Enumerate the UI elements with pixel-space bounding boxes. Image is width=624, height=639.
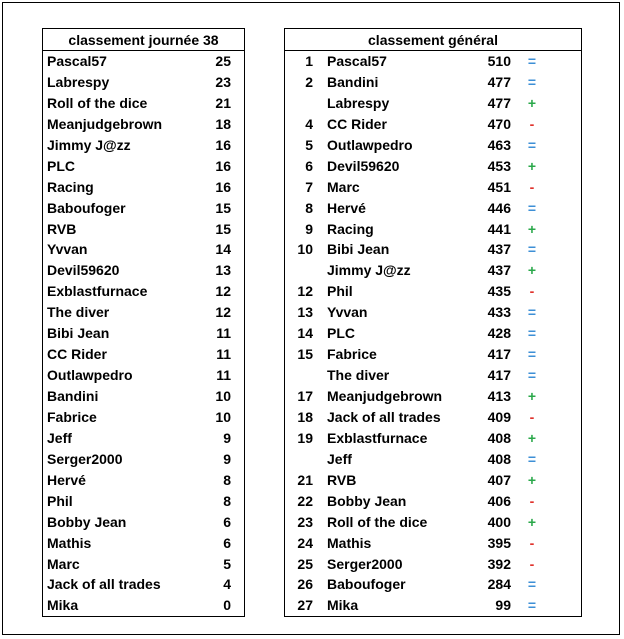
table-row bbox=[285, 491, 581, 512]
player-name: Marc bbox=[47, 555, 80, 572]
player-name: PLC bbox=[47, 157, 75, 174]
player-points: 11 bbox=[216, 325, 231, 342]
player-rank: 8 bbox=[305, 199, 313, 216]
table-row bbox=[43, 156, 244, 177]
trend-indicator: = bbox=[527, 241, 537, 258]
table-row bbox=[43, 260, 244, 281]
general-ranking-body bbox=[285, 51, 581, 616]
player-rank: 9 bbox=[305, 220, 313, 237]
table-row bbox=[285, 470, 581, 491]
table-row bbox=[285, 239, 581, 260]
table-row bbox=[285, 281, 581, 302]
trend-indicator: = bbox=[527, 367, 537, 384]
player-points: 15 bbox=[215, 220, 231, 237]
table-row bbox=[43, 239, 244, 260]
player-name: Phil bbox=[327, 283, 353, 300]
trend-indicator: - bbox=[529, 178, 535, 195]
table-row bbox=[285, 51, 581, 72]
table-row bbox=[285, 72, 581, 93]
player-rank: 24 bbox=[297, 534, 313, 551]
player-points: 99 bbox=[495, 597, 511, 614]
player-points: 407 bbox=[487, 471, 511, 488]
player-points: 10 bbox=[215, 408, 231, 425]
trend-indicator: + bbox=[527, 94, 537, 111]
player-name: Pascal57 bbox=[47, 53, 107, 69]
table-row bbox=[43, 491, 244, 512]
player-points: 14 bbox=[215, 241, 231, 258]
trend-indicator: - bbox=[529, 283, 535, 300]
trend-indicator: = bbox=[527, 325, 537, 342]
table-row bbox=[285, 344, 581, 365]
table-row bbox=[43, 574, 244, 595]
player-rank: 1 bbox=[305, 53, 313, 69]
player-points: 477 bbox=[487, 73, 511, 90]
player-name: Baboufoger bbox=[327, 576, 406, 593]
player-points: 25 bbox=[215, 53, 231, 69]
player-points: 0 bbox=[223, 597, 231, 614]
player-name: Hervé bbox=[47, 471, 86, 488]
player-name: Devil59620 bbox=[327, 157, 400, 174]
player-rank: 21 bbox=[297, 471, 313, 488]
player-points: 433 bbox=[487, 304, 511, 321]
player-points: 437 bbox=[487, 262, 511, 279]
player-name: Racing bbox=[47, 178, 94, 195]
trend-indicator: + bbox=[527, 388, 537, 404]
player-rank: 2 bbox=[305, 73, 313, 90]
table-row bbox=[43, 344, 244, 365]
player-name: Meanjudgebrown bbox=[327, 388, 443, 404]
player-points: 406 bbox=[487, 492, 511, 509]
player-points: 15 bbox=[215, 199, 231, 216]
table-row bbox=[285, 428, 581, 449]
trend-indicator: = bbox=[527, 73, 537, 90]
general-ranking-title: classement général bbox=[285, 29, 581, 51]
player-points: 9 bbox=[223, 429, 231, 446]
player-name: Exblastfurnace bbox=[327, 429, 428, 446]
table-row bbox=[43, 595, 244, 616]
trend-indicator: - bbox=[529, 492, 535, 509]
table-row bbox=[43, 114, 244, 135]
player-name: Fabrice bbox=[327, 346, 377, 363]
player-points: 477 bbox=[487, 94, 511, 111]
player-name: CC Rider bbox=[47, 346, 107, 363]
table-row bbox=[285, 407, 581, 428]
table-row bbox=[285, 135, 581, 156]
player-rank: 14 bbox=[297, 325, 313, 342]
player-points: 417 bbox=[487, 367, 511, 384]
table-row bbox=[43, 51, 244, 72]
player-rank: 22 bbox=[297, 492, 313, 509]
player-points: 446 bbox=[487, 199, 511, 216]
day-ranking-body bbox=[43, 51, 244, 616]
player-rank: 27 bbox=[297, 597, 313, 614]
table-row bbox=[43, 407, 244, 428]
table-row bbox=[285, 323, 581, 344]
player-rank: 6 bbox=[305, 157, 313, 174]
player-points: 451 bbox=[487, 178, 511, 195]
table-row bbox=[43, 198, 244, 219]
player-name: Bobby Jean bbox=[327, 492, 407, 509]
table-row bbox=[43, 533, 244, 554]
player-points: 16 bbox=[215, 157, 231, 174]
player-points: 9 bbox=[223, 450, 231, 467]
trend-indicator: + bbox=[527, 220, 537, 237]
table-row bbox=[285, 302, 581, 323]
player-points: 392 bbox=[487, 555, 511, 572]
table-row bbox=[43, 386, 244, 407]
table-row bbox=[43, 177, 244, 198]
player-name: Pascal57 bbox=[327, 53, 387, 69]
player-points: 395 bbox=[487, 534, 511, 551]
table-row bbox=[43, 554, 244, 575]
player-name: Bandini bbox=[327, 73, 379, 90]
player-name: Outlawpedro bbox=[327, 136, 413, 153]
player-name: Yvvan bbox=[327, 304, 368, 321]
table-row bbox=[43, 512, 244, 533]
player-name: Serger2000 bbox=[327, 555, 403, 572]
player-rank: 26 bbox=[297, 576, 313, 593]
player-points: 16 bbox=[215, 136, 231, 153]
player-name: Exblastfurnace bbox=[47, 283, 148, 300]
player-points: 16 bbox=[215, 178, 231, 195]
day-ranking-title: classement journée 38 bbox=[43, 29, 244, 51]
trend-indicator: + bbox=[527, 513, 537, 530]
player-points: 5 bbox=[223, 555, 231, 572]
player-points: 441 bbox=[487, 220, 511, 237]
player-points: 510 bbox=[487, 53, 511, 69]
player-name: Fabrice bbox=[47, 408, 97, 425]
day-ranking-table bbox=[42, 28, 245, 617]
player-points: 23 bbox=[215, 73, 231, 90]
table-row bbox=[285, 365, 581, 386]
player-name: Jeff bbox=[47, 429, 72, 446]
player-name: The diver bbox=[327, 367, 390, 384]
trend-indicator: - bbox=[529, 534, 535, 551]
trend-indicator: = bbox=[527, 304, 537, 321]
trend-indicator: = bbox=[527, 450, 537, 467]
player-rank: 4 bbox=[305, 115, 313, 132]
trend-indicator: - bbox=[529, 555, 535, 572]
player-name: Jack of all trades bbox=[327, 408, 441, 425]
trend-indicator: + bbox=[527, 157, 537, 174]
player-rank: 19 bbox=[297, 429, 313, 446]
player-name: RVB bbox=[327, 471, 357, 488]
player-name: Jack of all trades bbox=[47, 576, 161, 593]
table-row bbox=[43, 365, 244, 386]
player-name: Bibi Jean bbox=[327, 241, 390, 258]
player-name: Labrespy bbox=[47, 73, 110, 90]
player-points: 284 bbox=[487, 576, 511, 593]
table-row bbox=[43, 135, 244, 156]
player-points: 11 bbox=[216, 346, 231, 363]
table-row bbox=[285, 554, 581, 575]
player-rank: 5 bbox=[305, 136, 313, 153]
table-row bbox=[285, 574, 581, 595]
trend-indicator: = bbox=[527, 199, 537, 216]
player-name: Roll of the dice bbox=[327, 513, 428, 530]
trend-indicator: + bbox=[527, 429, 537, 446]
table-row bbox=[285, 219, 581, 240]
player-name: Mathis bbox=[327, 534, 372, 551]
table-row bbox=[285, 595, 581, 616]
table-row bbox=[285, 156, 581, 177]
player-points: 413 bbox=[487, 388, 511, 404]
player-points: 453 bbox=[487, 157, 511, 174]
player-name: Bobby Jean bbox=[47, 513, 127, 530]
player-points: 12 bbox=[215, 304, 231, 321]
player-rank: 23 bbox=[297, 513, 313, 530]
player-name: Jimmy J@zz bbox=[327, 262, 411, 279]
player-name: RVB bbox=[47, 220, 77, 237]
player-points: 18 bbox=[215, 115, 231, 132]
player-rank: 25 bbox=[297, 555, 313, 572]
player-rank: 13 bbox=[297, 304, 313, 321]
player-points: 408 bbox=[487, 450, 511, 467]
player-points: 470 bbox=[487, 115, 511, 132]
table-row bbox=[285, 177, 581, 198]
player-points: 6 bbox=[223, 513, 231, 530]
trend-indicator: - bbox=[529, 408, 535, 425]
player-name: Yvvan bbox=[47, 241, 88, 258]
player-points: 400 bbox=[487, 513, 511, 530]
player-rank: 18 bbox=[297, 408, 313, 425]
table-row bbox=[43, 302, 244, 323]
table-row bbox=[285, 386, 581, 407]
player-points: 6 bbox=[223, 534, 231, 551]
player-name: Outlawpedro bbox=[47, 367, 133, 384]
player-rank: 7 bbox=[305, 178, 313, 195]
player-points: 12 bbox=[215, 283, 231, 300]
player-points: 11 bbox=[216, 367, 231, 384]
trend-indicator: = bbox=[527, 53, 537, 69]
trend-indicator: - bbox=[529, 115, 535, 132]
trend-indicator: + bbox=[527, 262, 537, 279]
player-name: Meanjudgebrown bbox=[47, 115, 163, 132]
player-name: Mathis bbox=[47, 534, 92, 551]
player-name: Hervé bbox=[327, 199, 366, 216]
trend-indicator: = bbox=[527, 136, 537, 153]
table-row bbox=[285, 533, 581, 554]
player-name: Marc bbox=[327, 178, 360, 195]
player-name: Devil59620 bbox=[47, 262, 120, 279]
player-name: Roll of the dice bbox=[47, 94, 148, 111]
table-row bbox=[43, 219, 244, 240]
player-points: 408 bbox=[487, 429, 511, 446]
trend-indicator: = bbox=[527, 576, 537, 593]
player-name: Racing bbox=[327, 220, 374, 237]
player-name: CC Rider bbox=[327, 115, 387, 132]
table-row bbox=[43, 323, 244, 344]
player-points: 417 bbox=[487, 346, 511, 363]
player-points: 463 bbox=[487, 136, 511, 153]
table-row bbox=[285, 114, 581, 135]
player-points: 10 bbox=[215, 388, 231, 404]
player-points: 21 bbox=[215, 94, 231, 111]
player-rank: 12 bbox=[297, 283, 313, 300]
player-points: 437 bbox=[487, 241, 511, 258]
table-row bbox=[43, 281, 244, 302]
table-row bbox=[285, 198, 581, 219]
table-row bbox=[43, 93, 244, 114]
player-name: Baboufoger bbox=[47, 199, 126, 216]
table-row bbox=[285, 512, 581, 533]
table-row bbox=[43, 72, 244, 93]
player-rank: 15 bbox=[297, 346, 313, 363]
player-name: Labrespy bbox=[327, 94, 390, 111]
player-points: 409 bbox=[487, 408, 511, 425]
player-name: The diver bbox=[47, 304, 110, 321]
player-points: 428 bbox=[487, 325, 511, 342]
player-points: 8 bbox=[223, 471, 231, 488]
trend-indicator: = bbox=[527, 346, 537, 363]
player-name: Jimmy J@zz bbox=[47, 136, 131, 153]
player-points: 8 bbox=[223, 492, 231, 509]
player-rank: 17 bbox=[297, 388, 313, 404]
table-row bbox=[285, 93, 581, 114]
player-name: Jeff bbox=[327, 450, 352, 467]
trend-indicator: + bbox=[527, 471, 537, 488]
table-row bbox=[43, 428, 244, 449]
player-rank: 10 bbox=[297, 241, 313, 258]
player-points: 435 bbox=[487, 283, 511, 300]
player-name: Phil bbox=[47, 492, 73, 509]
player-name: Serger2000 bbox=[47, 450, 123, 467]
player-points: 4 bbox=[223, 576, 231, 593]
table-row bbox=[43, 449, 244, 470]
table-row bbox=[285, 260, 581, 281]
general-ranking-table bbox=[284, 28, 582, 617]
player-name: Mika bbox=[327, 597, 359, 614]
trend-indicator: = bbox=[527, 597, 537, 614]
player-name: PLC bbox=[327, 325, 355, 342]
player-name: Bandini bbox=[47, 388, 99, 404]
table-row bbox=[285, 449, 581, 470]
player-name: Bibi Jean bbox=[47, 325, 110, 342]
player-points: 13 bbox=[215, 262, 231, 279]
table-row bbox=[43, 470, 244, 491]
player-name: Mika bbox=[47, 597, 79, 614]
